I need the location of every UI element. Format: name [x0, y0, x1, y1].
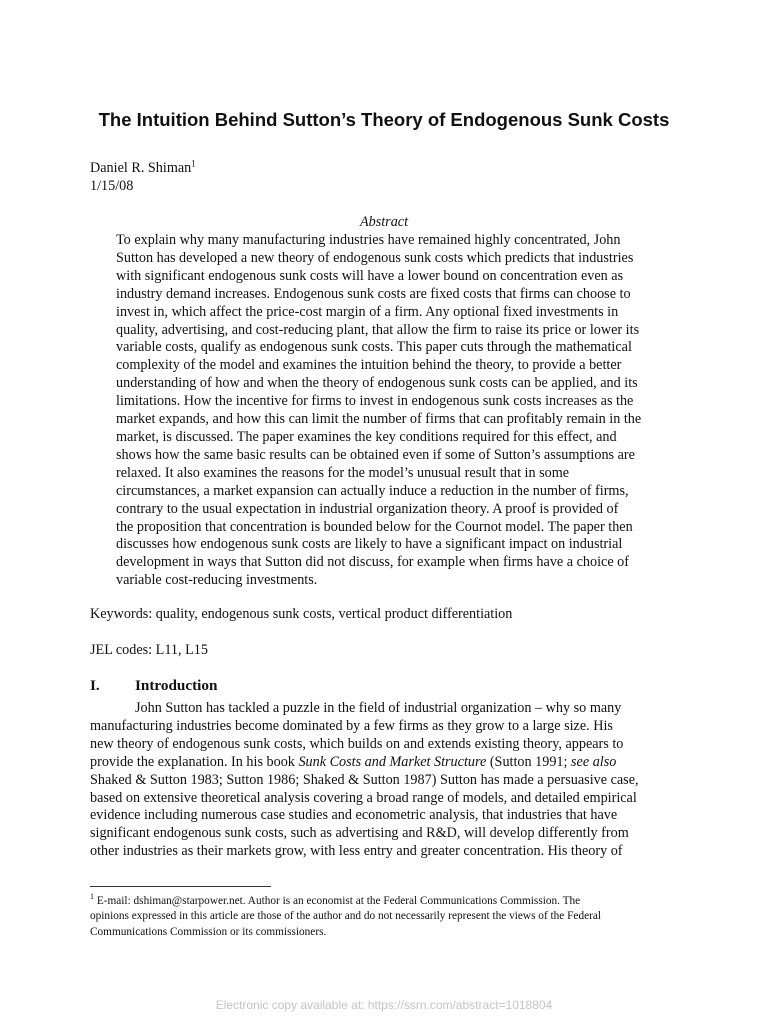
footnote-line: opinions expressed in this article are those of the author and do not necessarily represent the views of the Federal	[90, 910, 602, 923]
section-title: Introduction	[135, 677, 218, 694]
section-heading-introduction	[90, 677, 217, 695]
author-footnote-marker[interactable]: 1	[191, 158, 196, 169]
abstract-line: shows how the same basic results can be obtained even if some of Sutton’s assumptions are	[116, 446, 635, 463]
abstract-line: the proposition that concentration is bounded below for the Cournot model. The paper then	[116, 518, 633, 535]
abstract-line: understanding of how and when the theory of endogenous sunk costs can be applied, and its	[116, 375, 638, 392]
intro-line	[90, 754, 678, 772]
footnote	[90, 894, 678, 940]
abstract-line: limitations. How the incentive for firms to invest in endogenous sunk costs increases as the	[116, 393, 634, 410]
abstract-heading: Abstract	[359, 214, 409, 230]
abstract-line: To explain why many manufacturing industries have remained highly concentrated, John	[116, 232, 621, 248]
abstract-line: variable costs, qualify as endogenous sunk costs. This paper cuts through the mathematical	[116, 339, 632, 356]
abstract-line: circumstances, a market expansion can actually induce a reduction in the number of firms,	[116, 482, 629, 499]
author-line	[90, 160, 196, 178]
abstract-line: industry demand increases. Endogenous sunk costs are fixed costs that firms can choose to	[116, 285, 631, 302]
intro-line: John Sutton has tackled a puzzle in the field of industrial organization – why so many	[135, 700, 622, 716]
abstract-line: contrary to the usual expectation in industrial organization theory. A proof is provided of	[116, 500, 619, 517]
footnote-divider	[90, 886, 271, 887]
jel-codes: JEL codes: L11, L15	[90, 642, 208, 658]
author-name: Daniel R. Shiman	[90, 160, 192, 176]
intro-line: Shaked & Sutton 1983; Sutton 1986; Shaked & Sutton 1987) Sutton has made a persuasive case,	[90, 771, 639, 788]
footnote-line	[90, 894, 678, 909]
book-title: Sunk Costs and Market Structure	[298, 753, 487, 770]
see-also: see also	[571, 753, 617, 770]
abstract-line: variable cost-reducing investments.	[116, 572, 318, 589]
intro-text: provide the explanation. In his book	[90, 753, 299, 770]
intro-line: evidence including numerous case studies and econometric analysis, that industries that have	[90, 807, 618, 824]
abstract-line: with significant endogenous sunk costs will have a lower bound on concentration even as	[116, 267, 624, 284]
abstract-line: discusses how endogenous sunk costs are likely to have a significant impact on industrial	[116, 536, 623, 553]
intro-line: manufacturing industries become dominated by a few firms as they grow to a large size. His	[90, 717, 613, 734]
intro-line: based on extensive theoretical analysis covering a broad range of models, and detailed empirical	[90, 789, 637, 806]
abstract-line: complexity of the model and examines the intuition behind the theory, to provide a better	[116, 357, 622, 374]
footnote-text: E-mail: dshiman@starpower.net. Author is an economist at the Federal Communications Commission. The	[94, 895, 581, 907]
paper-date: 1/15/08	[90, 178, 134, 194]
abstract-line: market, is discussed. The paper examines the key conditions required for this effect, and	[116, 428, 617, 445]
keywords: Keywords: quality, endogenous sunk costs, vertical product differentiation	[90, 606, 513, 622]
abstract-line: invest in, which affect the price-cost margin of a firm. Any optional fixed investments in	[116, 303, 619, 320]
intro-text: (Sutton 1991;	[486, 753, 572, 770]
abstract-line: quality, advertising, and cost-reducing plant, that allow the firm to raise its price or lower its	[116, 321, 640, 338]
intro-line: new theory of endogenous sunk costs, which builds on and extends existing theory, appears to	[90, 735, 624, 752]
footnote-marker: 1	[90, 892, 94, 902]
abstract-body	[116, 232, 678, 590]
intro-line: significant endogenous sunk costs, such as advertising and R&D, will develop differently from	[90, 825, 629, 842]
section-number: I.	[90, 677, 100, 694]
abstract-line: market expands, and how this can limit the number of firms that can profitably remain in the	[116, 411, 642, 428]
abstract-line: relaxed. It also examines the reasons for the model’s unusual result that in some	[116, 464, 570, 481]
paper-title: The Intuition Behind Sutton’s Theory of Endogenous Sunk Costs	[98, 109, 670, 130]
footnote-line: Communications Commission or its commissioners.	[90, 925, 327, 938]
introduction-body	[90, 700, 678, 861]
abstract-line: development in ways that Sutton did not discuss, for example when firms have a choice of	[116, 554, 629, 571]
abstract-line: Sutton has developed a new theory of endogenous sunk costs which predicts that industries	[116, 249, 634, 266]
intro-line: other industries as their markets grow, with less entry and greater concentration. His theory of	[90, 843, 623, 860]
ssrn-availability-notice[interactable]: Electronic copy available at: https://ssrn.com/abstract=1018804	[215, 998, 553, 1012]
